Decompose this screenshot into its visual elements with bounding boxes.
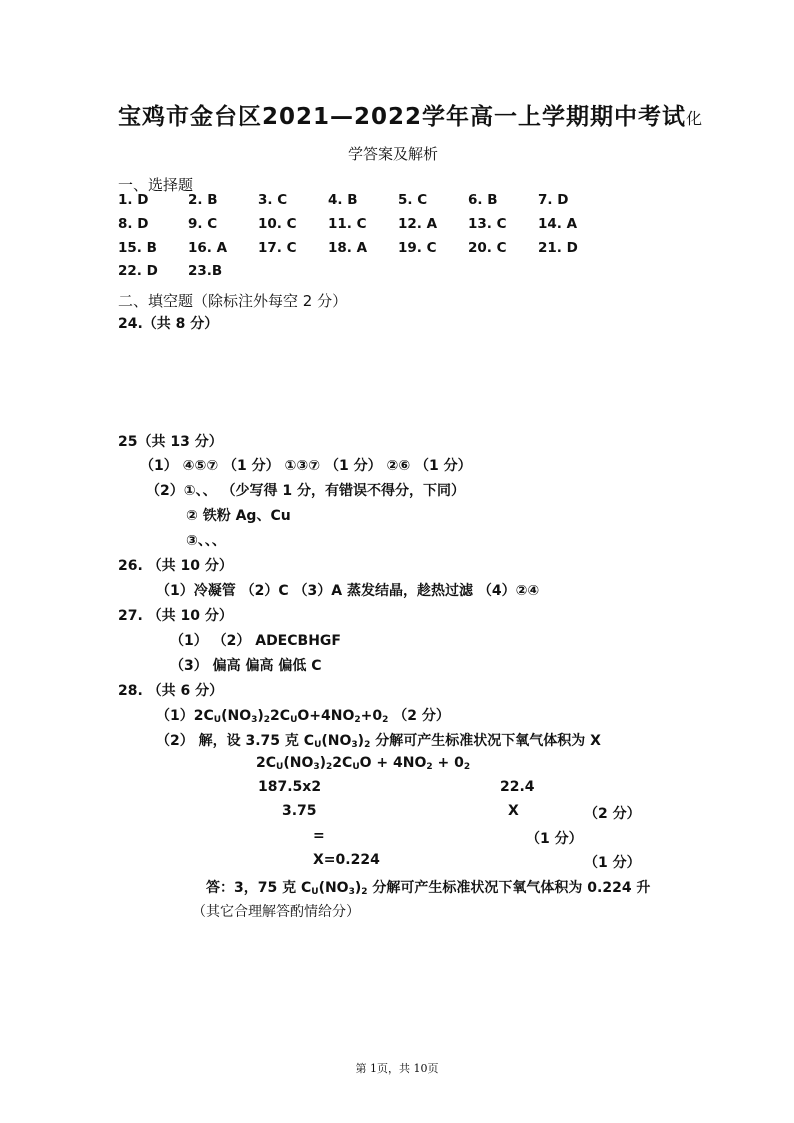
q25-line4: ③、、、 <box>186 533 226 549</box>
q25-line1: （1） ④⑤⑦ （1 分） ①③⑦ （1 分） ②⑥ （1 分） <box>140 458 472 474</box>
section2-heading: 二、填空题（除标注外每空 2 分） <box>118 292 348 310</box>
q28-score2: （1 分） <box>526 831 583 847</box>
answer-cell: 10. C <box>258 216 297 232</box>
answer-cell: 15. B <box>118 240 157 256</box>
answer-cell: 22. D <box>118 263 158 279</box>
q28-line2: （2） 解，设 3.75 克 $C_U(NO_3)_2$ 分解可产生标准状况下氧气体积为 X <box>156 733 601 750</box>
q28-unknown: X <box>508 803 519 819</box>
answer-cell: 14. A <box>538 216 578 232</box>
answer-cell: 19. C <box>398 240 437 256</box>
answer-cell: 23.B <box>188 263 223 279</box>
answer-cell: 16. A <box>188 240 228 256</box>
answer-cell: 20. C <box>468 240 507 256</box>
answer-cell: 21. D <box>538 240 578 256</box>
q27-line2: （3） 偏高 偏高 偏低 C <box>170 658 322 674</box>
q28-equals: = <box>313 828 325 844</box>
q28-answer: 答：3，75 克 $C_U(NO_3)_2$ 分解可产生标准状况下氧气体积为 0.224 升 <box>206 880 651 897</box>
answer-cell: 8. D <box>118 216 149 232</box>
q28-score1: （2 分） <box>584 806 641 822</box>
q26-line1: （1）冷凝管 （2）C （3）A 蒸发结晶，趁热过滤 （4）②④ <box>156 583 540 599</box>
q28-mass: 3.75 <box>282 803 317 819</box>
q24-heading: 24.（共 8 分） <box>118 316 219 332</box>
answer-cell: 6. B <box>468 192 498 208</box>
answer-cell: 7. D <box>538 192 569 208</box>
answer-cell: 2. B <box>188 192 218 208</box>
answer-cell: 1. D <box>118 192 149 208</box>
q27-heading: 27. （共 10 分） <box>118 608 233 624</box>
answer-cell: 12. A <box>398 216 438 232</box>
answer-cell: 3. C <box>258 192 288 208</box>
answer-cell: 5. C <box>398 192 428 208</box>
q25-line3: ② 铁粉 Ag、Cu <box>186 508 291 524</box>
answer-cell: 17. C <box>258 240 297 256</box>
answer-cell: 11. C <box>328 216 367 232</box>
section1-heading: 一、选择题 <box>118 176 194 194</box>
q28-heading: 28. （共 6 分） <box>118 683 224 699</box>
answer-cell: 9. C <box>188 216 218 232</box>
q28-equation: $2C_U(NO_3)_22C_UO + 4NO_2 + 0_2$ <box>256 755 471 772</box>
q25-heading: 25（共 13 分） <box>118 434 223 450</box>
document-subtitle: 学答案及解析 <box>348 145 439 163</box>
page-footer: 第 1页，共 10页 <box>355 1062 439 1075</box>
title-tail: 化 <box>686 109 703 128</box>
document-title: 宝鸡市金台区2021—2022学年高一上学期期中考试化 <box>118 104 703 130</box>
q26-heading: 26. （共 10 分） <box>118 558 233 574</box>
q28-result: X=0.224 <box>313 852 380 868</box>
answer-cell: 4. B <box>328 192 358 208</box>
q27-line1: （1） （2） ADECBHGF <box>170 633 341 649</box>
q28-molar-volume: 22.4 <box>500 779 535 795</box>
q28-note: （其它合理解答酌情给分） <box>192 904 360 920</box>
q25-line2: （2）①、、 （少写得 1 分，有错误不得分，下同） <box>146 483 465 499</box>
answer-cell: 18. A <box>328 240 368 256</box>
q28-score3: （1 分） <box>584 855 641 871</box>
answer-cell: 13. C <box>468 216 507 232</box>
q28-molar-mass: 187.5x2 <box>258 779 322 795</box>
q28-line1: $(1)2C_U(NO_3)_22C_UO+4NO_2+0_2$ （2 分） <box>156 708 450 725</box>
